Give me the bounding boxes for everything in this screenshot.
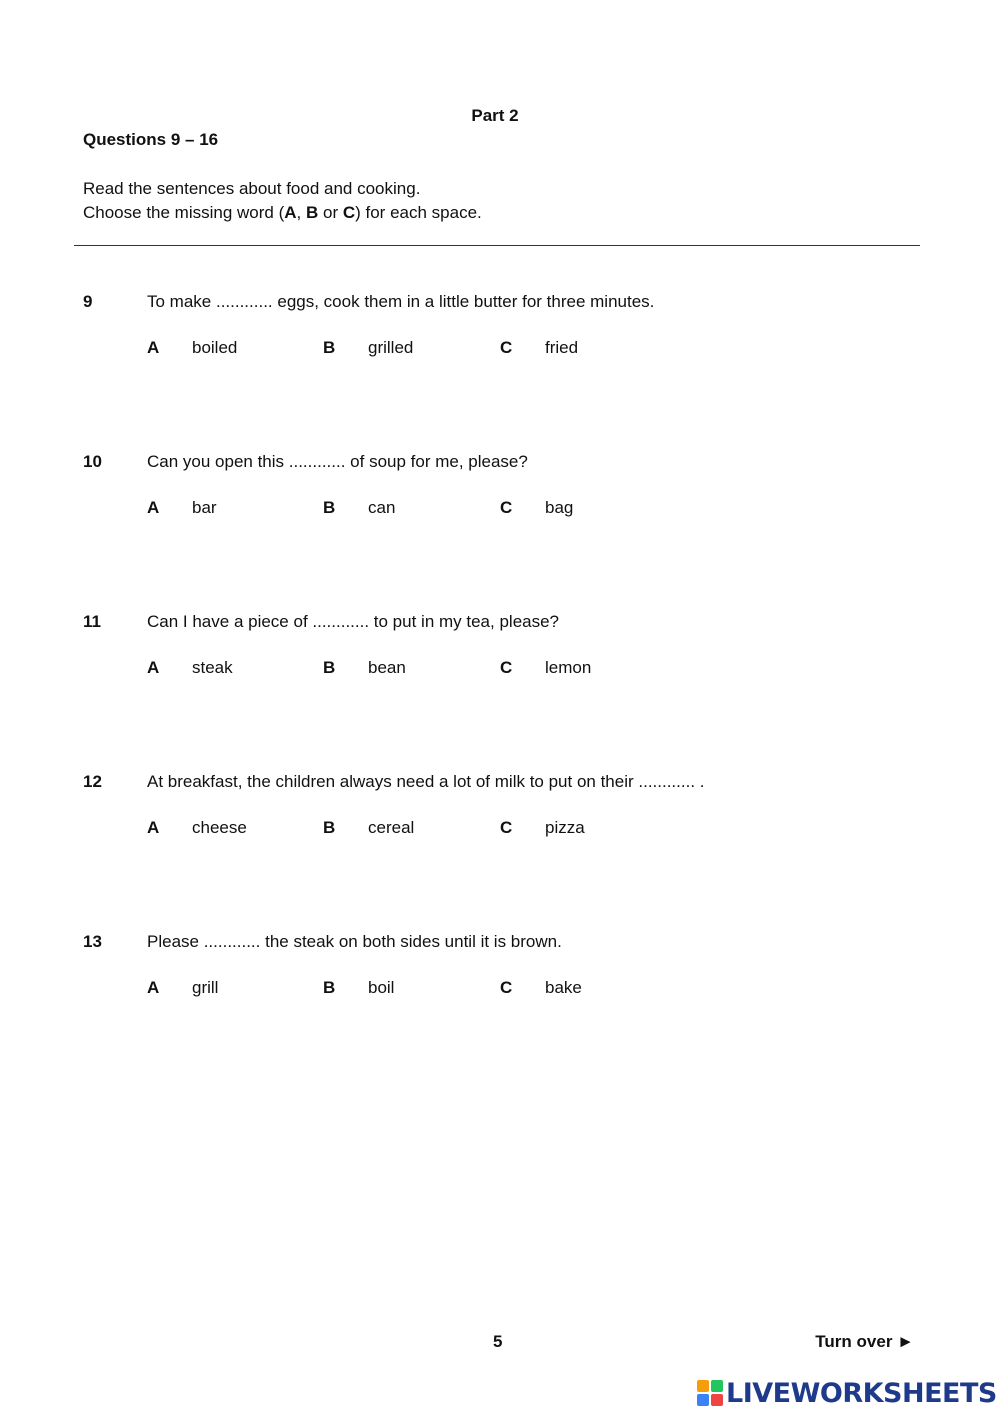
question-text: Can you open this ............ of soup for me, please? [147,452,528,471]
questions-range: Questions 9 – 16 [83,130,219,149]
divider [74,245,920,246]
instructions-option-c: C [342,203,356,222]
option-letter-c[interactable]: C [500,818,513,837]
option-letter-b[interactable]: B [323,818,336,837]
logo-square [711,1380,723,1392]
question-text: To make ............ eggs, cook them in a little butter for three minutes. [147,292,655,311]
option-word-b[interactable]: boil [368,978,395,997]
question-number: 11 [83,612,101,631]
option-word-a[interactable]: bar [192,498,217,517]
option-letter-c[interactable]: C [500,978,513,997]
instructions-option-a: A [284,203,297,222]
instructions-text: , [296,203,306,222]
question-item [0,932,1000,1072]
option-word-c[interactable]: bag [545,498,574,517]
question-item [0,452,1000,592]
logo-square [697,1380,709,1392]
question-item [0,292,1000,432]
option-word-b[interactable]: grilled [368,338,414,357]
question-item [0,772,1000,912]
option-letter-b[interactable]: B [323,338,336,357]
question-text: Please ............ the steak on both sides until it is brown. [147,932,562,951]
instructions-text: ) for each space. [355,203,482,222]
option-word-b[interactable]: can [368,498,396,517]
option-word-c[interactable]: bake [545,978,582,997]
logo-text: LIVEWORKSHEETS [726,1377,997,1409]
option-word-c[interactable]: lemon [545,658,592,677]
option-letter-b[interactable]: B [323,498,336,517]
question-number: 9 [83,292,93,311]
turn-over-label: Turn over ► [815,1332,914,1351]
instructions [83,177,482,225]
option-word-c[interactable]: fried [545,338,579,357]
option-word-a[interactable]: boiled [192,338,238,357]
option-word-a[interactable]: steak [192,658,233,677]
instructions-line-2 [83,201,482,225]
option-letter-c[interactable]: C [500,338,513,357]
instructions-text: or [318,203,343,222]
option-letter-a[interactable]: A [147,338,160,357]
question-text: Can I have a piece of ............ to put in my tea, please? [147,612,560,631]
part-title: Part 2 [471,106,519,125]
question-item [0,612,1000,752]
instructions-text: Choose the missing word ( [83,203,285,222]
instructions-line-1: Read the sentences about food and cooking. [83,179,421,198]
option-letter-c[interactable]: C [500,658,513,677]
logo-mark-icon [697,1380,723,1406]
option-letter-c[interactable]: C [500,498,513,517]
liveworksheets-logo [697,1376,997,1410]
question-number: 10 [83,452,102,471]
option-letter-a[interactable]: A [147,498,160,517]
question-text: At breakfast, the children always need a lot of milk to put on their ............ . [147,772,705,791]
page-number: 5 [493,1332,503,1351]
question-number: 12 [83,772,102,791]
option-word-a[interactable]: cheese [192,818,247,837]
option-letter-b[interactable]: B [323,658,336,677]
logo-square [711,1394,723,1406]
instructions-option-b: B [306,203,319,222]
option-letter-a[interactable]: A [147,978,160,997]
logo-square [697,1394,709,1406]
option-letter-a[interactable]: A [147,658,160,677]
option-letter-b[interactable]: B [323,978,336,997]
option-word-b[interactable]: cereal [368,818,415,837]
option-word-a[interactable]: grill [192,978,219,997]
option-letter-a[interactable]: A [147,818,160,837]
option-word-c[interactable]: pizza [545,818,585,837]
question-number: 13 [83,932,102,951]
option-word-b[interactable]: bean [368,658,406,677]
